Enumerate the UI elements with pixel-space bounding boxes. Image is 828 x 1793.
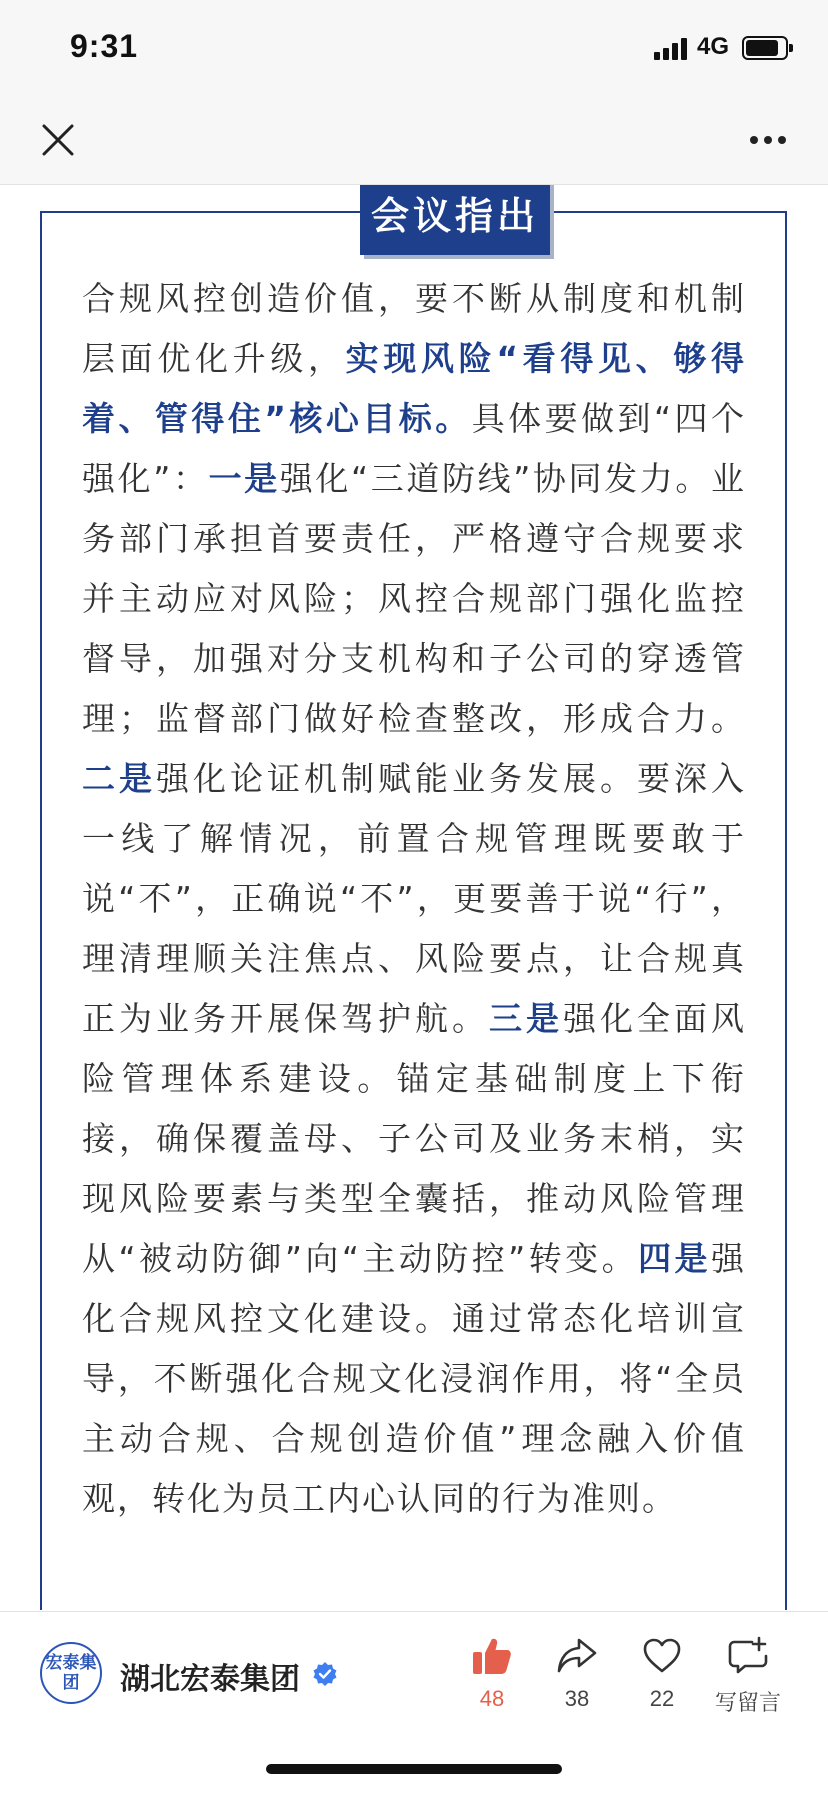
account-avatar[interactable] bbox=[40, 1642, 102, 1704]
comment-button[interactable] bbox=[706, 1634, 790, 1717]
share-count: 38 bbox=[564, 1686, 590, 1711]
like-button[interactable] bbox=[450, 1634, 534, 1712]
close-icon bbox=[36, 118, 84, 166]
add-comment-icon bbox=[726, 1634, 770, 1678]
favorite-button[interactable] bbox=[620, 1634, 704, 1712]
highlight-text: 四是 bbox=[638, 1239, 711, 1278]
body-text: 强化“三道防线”协同发力。业务部门承担首要责任，严格遵守合规要求并主动应对风险；风控合规部门强化监控督导，加强对分支机构和子公司的穿透管理；监督部门做好检查整改，形成合力。 bbox=[82, 459, 746, 738]
home-indicator bbox=[266, 1764, 562, 1774]
heart-icon bbox=[640, 1634, 684, 1678]
article-paragraph bbox=[82, 269, 746, 1529]
share-icon bbox=[555, 1634, 599, 1678]
network-type: 4G bbox=[697, 33, 730, 60]
status-time: 9:31 bbox=[70, 28, 139, 64]
verified-icon bbox=[312, 1661, 338, 1687]
more-button[interactable] bbox=[744, 118, 800, 166]
account-name[interactable]: 湖北宏泰集团 bbox=[120, 1662, 300, 1697]
close-button[interactable] bbox=[36, 118, 84, 166]
status-bar bbox=[0, 0, 828, 100]
highlight-text: 一是 bbox=[208, 459, 280, 498]
section-title: 会议指出 bbox=[360, 185, 550, 255]
highlight-text: 实现风险“看得见、够得着、管得住”核心目标。 bbox=[82, 339, 746, 438]
body-text: 合规风控创造价值，要不断从制度和机制层面优化升级， bbox=[82, 279, 746, 378]
highlight-text: 二是 bbox=[82, 759, 156, 798]
body-text: 强化论证机制赋能业务发展。要深入一线了解情况，前置合规管理既要敢于说“不”，正确说“不”，更要善于说“行”，理清理顺关注焦点、风险要点，让合规真正为业务开展保驾护航。 bbox=[82, 759, 746, 1038]
signal-icon bbox=[654, 38, 690, 60]
body-text: 强化全面风险管理体系建设。锚定基础制度上下衔接，确保覆盖母、子公司及业务末梢，实现风险要素与类型全囊括，推动风险管理从“被动防御”向“主动防控”转变。 bbox=[82, 999, 746, 1278]
article-content[interactable] bbox=[0, 185, 828, 1610]
nav-bar bbox=[0, 100, 828, 185]
like-count: 48 bbox=[479, 1686, 505, 1711]
comment-label: 写留言 bbox=[714, 1690, 781, 1715]
body-text: 具体要做到“四个强化”： bbox=[82, 399, 746, 498]
avatar-logo-text: 宏泰集团 bbox=[45, 1653, 97, 1693]
share-button[interactable] bbox=[535, 1634, 619, 1712]
highlight-text: 三是 bbox=[489, 999, 563, 1038]
more-icon bbox=[744, 118, 800, 166]
favorite-count: 22 bbox=[649, 1686, 675, 1711]
body-text: 强化合规风控文化建设。通过常态化培训宣导，不断强化合规文化浸润作用，将“全员主动合规、合规创造价值”理念融入价值观，转化为员工内心认同的行为准则。 bbox=[82, 1239, 746, 1518]
battery-icon bbox=[742, 36, 788, 60]
thumbs-up-icon bbox=[470, 1634, 514, 1678]
